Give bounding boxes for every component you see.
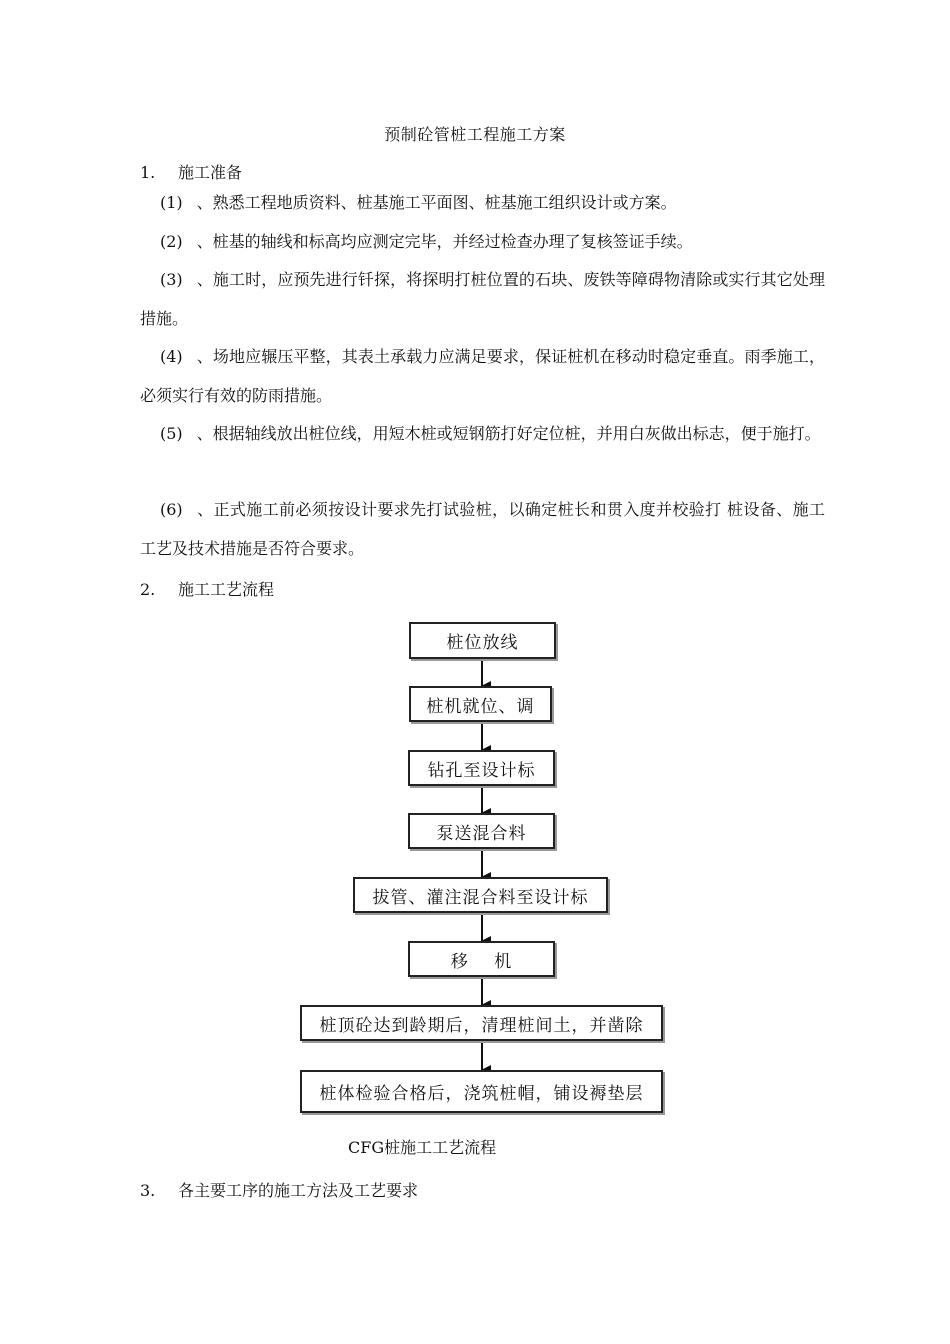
item-text: 、熟悉工程地质资料、桩基施工平面图、桩基施工组织设计或方案。 [196, 193, 677, 212]
section-number: 3. [140, 1181, 156, 1200]
section-heading-3 [140, 1178, 418, 1201]
item-text: 、正式施工前必须按设计要求先打试验桩，以确定桩长和贯入度并校验打 桩设备、施工工艺及技术措施是否符合要求。 [140, 500, 825, 558]
section-title: 施工准备 [178, 163, 243, 182]
item-text: 、桩基的轴线和标高均应测定完毕，并经过检查办理了复核签证手续。 [196, 232, 693, 251]
item-text: 、根据轴线放出桩位线，用短木桩或短钢筋打好定位桩，并用白灰做出标志，便于施打。 [196, 424, 821, 443]
flow-step-6 [408, 941, 555, 977]
flow-step-label: 拔管、灌注混合料至设计标 [372, 887, 589, 908]
section-number: 1. [140, 163, 156, 182]
flow-step-1 [409, 622, 556, 659]
item-number: (2) [160, 232, 183, 251]
flow-step-label: 桩顶砼达到龄期后，清理桩间土，并凿除 [319, 1015, 644, 1036]
flow-step-label: 桩体检验合格后，浇筑桩帽，铺设褥垫层 [319, 1084, 644, 1104]
flowchart-caption: CFG桩施工工艺流程 [348, 1138, 497, 1157]
flow-step-3 [408, 750, 555, 786]
flow-step-2 [409, 686, 552, 722]
flow-step-label: 钻孔至设计标 [427, 760, 536, 781]
item-number: (1) [160, 193, 183, 212]
document-title: 预制砼管桩工程施工方案 [384, 125, 566, 144]
flow-step-7 [300, 1005, 663, 1041]
section-title: 施工工艺流程 [178, 580, 275, 599]
item-number: (4) [160, 347, 183, 366]
section-title: 各主要工序的施工方法及工艺要求 [178, 1181, 419, 1200]
flow-step-5 [353, 877, 608, 913]
flow-step-4 [408, 813, 555, 849]
item-text: 、场地应辗压平整，其表土承载力应满足要求，保证桩机在移动时稳定垂直。雨季施工，必须实行有效的防雨措施。 [140, 347, 825, 405]
item-number: (5) [160, 424, 183, 443]
item-number: (3) [160, 270, 183, 289]
flow-step-label: 泵送混合料 [436, 823, 527, 844]
flow-step-label: 桩机就位、调 [426, 696, 535, 717]
item-text: 、施工时，应预先进行钎探，将探明打桩位置的石块、废铁等障碍物清除或实行其它处理措施。 [140, 270, 825, 328]
flow-step-label: 桩位放线 [446, 633, 519, 653]
flow-step-label: 移 机 [450, 951, 513, 972]
section-number: 2. [140, 580, 156, 599]
item-number: (6) [160, 500, 183, 519]
flow-step-8 [300, 1070, 663, 1113]
